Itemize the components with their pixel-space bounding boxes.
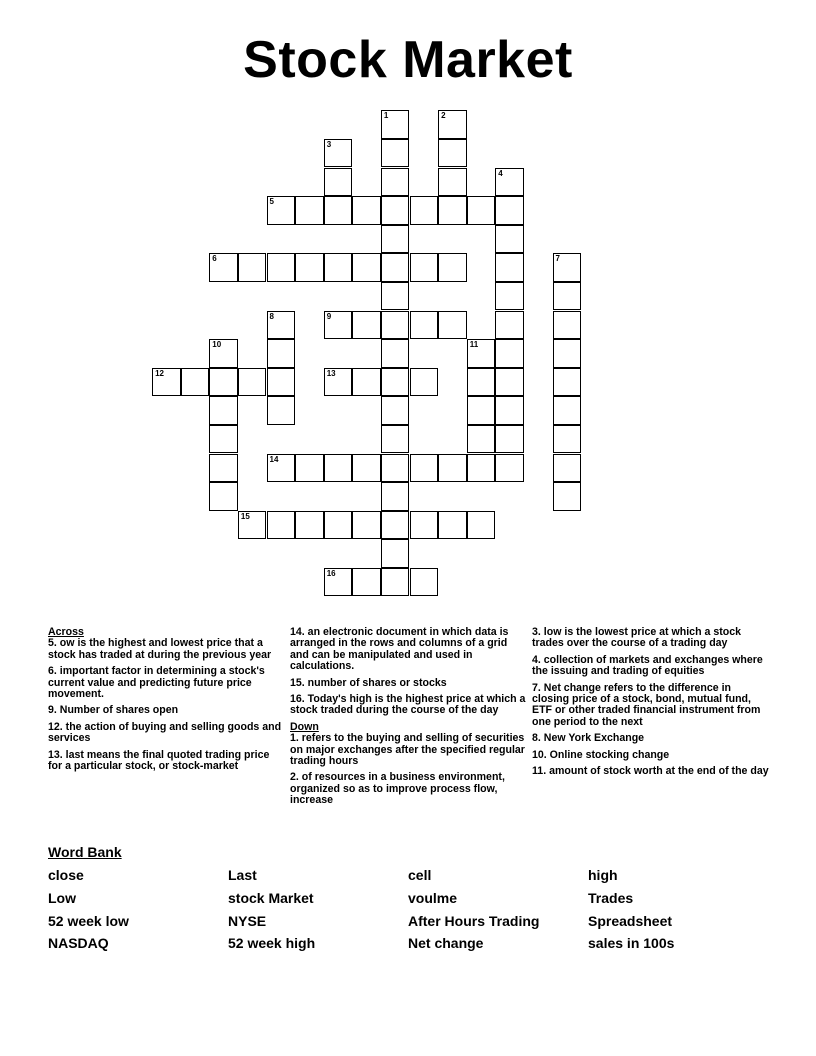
clue-item-number: 2. — [290, 771, 299, 784]
grid-cell[interactable] — [381, 539, 410, 568]
clue-item-text: New York Exchange — [540, 732, 645, 745]
grid-cell[interactable] — [553, 425, 582, 454]
grid-cell[interactable] — [381, 511, 410, 540]
grid-cell[interactable] — [438, 454, 467, 483]
grid-cell[interactable] — [324, 368, 353, 397]
clue-item-number: 6. — [48, 665, 57, 678]
grid-cell[interactable] — [410, 253, 439, 282]
grid-cell[interactable] — [209, 396, 238, 425]
clue-number: 16 — [326, 568, 336, 578]
grid-cell[interactable] — [295, 196, 324, 225]
grid-cell[interactable] — [438, 139, 467, 168]
grid-cell[interactable] — [467, 196, 496, 225]
word-bank-item: sales in 100s — [588, 935, 675, 952]
grid-cell[interactable] — [495, 311, 524, 340]
grid-cell[interactable] — [209, 368, 238, 397]
clue-item-text: number of shares or stocks — [304, 676, 447, 689]
grid-cell[interactable] — [381, 282, 410, 311]
grid-cell[interactable] — [352, 253, 381, 282]
clue-number: 6 — [212, 254, 217, 264]
clue-number: 14 — [269, 454, 279, 464]
clue-item — [290, 694, 526, 717]
clue-number: 12 — [155, 368, 164, 378]
word-bank-item: 52 week high — [228, 935, 316, 952]
clue-item — [48, 638, 284, 661]
grid-cell[interactable] — [467, 511, 496, 540]
clue-number: 10 — [212, 340, 222, 350]
clue-item-number: 10. — [532, 748, 547, 761]
clue-item-text: amount of stock worth at the end of the day — [546, 765, 769, 778]
grid-cell[interactable] — [381, 168, 410, 197]
word-bank-item: Low — [48, 889, 76, 906]
clue-item-text: collection of markets and exchanges where the issuing and trading of equities — [532, 653, 763, 678]
clue-item — [532, 655, 770, 678]
grid-cell[interactable] — [410, 368, 439, 397]
grid-cell[interactable] — [324, 568, 353, 597]
grid-cell[interactable] — [410, 568, 439, 597]
grid-cell[interactable] — [495, 282, 524, 311]
grid-cell[interactable] — [295, 253, 324, 282]
word-bank-item: Trades — [588, 889, 634, 906]
grid-cell[interactable] — [267, 196, 296, 225]
grid-cell[interactable] — [438, 253, 467, 282]
grid-cell[interactable] — [410, 196, 439, 225]
clues-column-2 — [290, 627, 526, 812]
clue-item-text: Number of shares open — [56, 704, 179, 717]
grid-cell[interactable] — [410, 311, 439, 340]
clue-number: 3 — [326, 139, 332, 149]
grid-cell[interactable] — [352, 196, 381, 225]
grid-cell[interactable] — [381, 396, 410, 425]
clue-item — [48, 705, 284, 716]
clue-item-text: the action of buying and selling goods and services — [48, 720, 282, 745]
clue-number: 11 — [469, 340, 479, 350]
clue-item-number: 15. — [290, 676, 305, 689]
grid-cell[interactable] — [324, 454, 353, 483]
grid-cell[interactable] — [238, 368, 267, 397]
grid-cell[interactable] — [267, 339, 296, 368]
clue-item — [290, 733, 526, 767]
grid-cell[interactable] — [381, 225, 410, 254]
grid-cell[interactable] — [324, 511, 353, 540]
clue-number: 8 — [269, 311, 274, 321]
grid-cell[interactable] — [324, 139, 353, 168]
clue-item — [48, 666, 284, 700]
grid-cell[interactable] — [352, 454, 381, 483]
clue-item-text: of resources in a business environment, organized so as to improve process flow, increase — [290, 771, 505, 807]
clue-item-text: an electronic document in which data is arranged in the rows and columns of a grid and can be manipulated and used in calculations. — [290, 626, 509, 673]
clue-item-number: 9. — [48, 704, 57, 717]
clue-item-number: 3. — [532, 626, 541, 638]
grid-cell[interactable] — [209, 253, 238, 282]
grid-cell[interactable] — [553, 311, 582, 340]
grid-cell[interactable] — [267, 396, 296, 425]
grid-cell[interactable] — [495, 368, 524, 397]
grid-cell[interactable] — [495, 225, 524, 254]
clue-item — [48, 722, 284, 745]
grid-cell[interactable] — [467, 454, 496, 483]
grid-cell[interactable] — [381, 253, 410, 282]
grid-cell[interactable] — [553, 396, 582, 425]
word-bank-item: 52 week low — [48, 912, 129, 929]
grid-cell[interactable] — [381, 425, 410, 454]
grid-cell[interactable] — [238, 511, 267, 540]
clue-item — [532, 683, 770, 729]
clue-item-number: 14. — [290, 626, 305, 638]
clue-number: 1 — [383, 111, 389, 121]
grid-cell[interactable] — [324, 253, 353, 282]
grid-cell[interactable] — [553, 454, 582, 483]
clues-column-3 — [532, 627, 770, 782]
grid-cell[interactable] — [467, 425, 496, 454]
word-bank-item: voulme — [408, 889, 458, 906]
across-heading: Across — [48, 626, 84, 638]
grid-cell[interactable] — [438, 196, 467, 225]
grid-cell[interactable] — [352, 511, 381, 540]
clue-number: 5 — [269, 197, 274, 207]
word-bank-item: NASDAQ — [48, 935, 109, 952]
grid-cell[interactable] — [553, 368, 582, 397]
down-heading: Down — [290, 720, 319, 733]
clue-item-number: 7. — [532, 681, 541, 694]
grid-cell[interactable] — [209, 425, 238, 454]
grid-cell[interactable] — [181, 368, 210, 397]
word-bank-item: Net change — [408, 935, 484, 952]
clue-item-text: low is the lowest price at which a stock trades over the course of a trading day — [532, 626, 742, 650]
grid-cell[interactable] — [295, 511, 324, 540]
grid-cell[interactable] — [324, 196, 353, 225]
word-bank-item: Spreadsheet — [588, 912, 673, 929]
grid-cell[interactable] — [381, 110, 410, 139]
grid-cell[interactable] — [267, 454, 296, 483]
clue-item — [532, 750, 770, 761]
grid-cell[interactable] — [553, 253, 582, 282]
clue-item-text: ow is the highest and lowest price that a stock has traded at during the previous year — [48, 637, 272, 661]
grid-cell[interactable] — [209, 339, 238, 368]
clue-number: 2 — [441, 111, 446, 121]
clue-item-number: 16. — [290, 693, 305, 706]
clue-item-number: 12. — [48, 720, 63, 733]
grid-cell[interactable] — [352, 568, 381, 597]
grid-cell[interactable] — [410, 511, 439, 540]
clue-item-text: Online stocking change — [546, 748, 670, 761]
grid-cell[interactable] — [352, 368, 381, 397]
grid-cell[interactable] — [209, 482, 238, 511]
grid-cell[interactable] — [324, 311, 353, 340]
grid-cell[interactable] — [495, 168, 524, 197]
clue-item — [48, 750, 284, 773]
grid-cell[interactable] — [324, 168, 353, 197]
grid-cell[interactable] — [495, 339, 524, 368]
grid-cell[interactable] — [553, 339, 582, 368]
clue-item — [532, 766, 770, 777]
word-bank-title: Word Bank — [48, 844, 122, 860]
grid-cell[interactable] — [381, 482, 410, 511]
grid-cell[interactable] — [295, 454, 324, 483]
grid-cell[interactable] — [438, 511, 467, 540]
grid-cell[interactable] — [438, 311, 467, 340]
clue-number: 7 — [555, 254, 560, 264]
clue-number: 13 — [326, 368, 336, 378]
clue-item-number: 5. — [48, 637, 57, 650]
word-bank-item: close — [48, 867, 84, 883]
clue-item-text: refers to the buying and selling of securities on major exchanges after the specified regular trading hours — [290, 732, 525, 768]
clue-item-text: Today's high is the highest price at which a stock traded during the course of the day — [290, 693, 526, 717]
grid-cell[interactable] — [381, 568, 410, 597]
word-bank-item: NYSE — [228, 912, 267, 929]
grid-cell[interactable] — [267, 311, 296, 340]
word-bank-item: stock Market — [228, 889, 314, 906]
grid-cell[interactable] — [438, 168, 467, 197]
grid-cell[interactable] — [495, 253, 524, 282]
clue-item-number: 13. — [48, 748, 63, 761]
grid-cell[interactable] — [381, 368, 410, 397]
grid-cell[interactable] — [438, 110, 467, 139]
grid-cell[interactable] — [267, 511, 296, 540]
clue-number: 9 — [326, 311, 332, 321]
grid-cell[interactable] — [467, 396, 496, 425]
grid-cell[interactable] — [495, 425, 524, 454]
grid-cell[interactable] — [209, 454, 238, 483]
clue-item-number: 1. — [290, 732, 299, 745]
word-bank-item: high — [588, 867, 618, 883]
word-bank-item: cell — [408, 867, 432, 883]
grid-cell[interactable] — [352, 311, 381, 340]
grid-cell[interactable] — [495, 396, 524, 425]
clue-item-number: 4. — [532, 653, 541, 666]
grid-cell[interactable] — [267, 253, 296, 282]
clue-item-text: important factor in determining a stock's current value and predicting future price movement. — [48, 665, 265, 701]
grid-cell[interactable] — [467, 339, 496, 368]
grid-cell[interactable] — [467, 368, 496, 397]
clue-number: 4 — [498, 168, 503, 178]
grid-cell[interactable] — [495, 454, 524, 483]
grid-cell[interactable] — [381, 339, 410, 368]
clue-item-number: 11. — [532, 765, 547, 778]
clue-item-text: Net change refers to the difference in closing price of a stock, bond, mutual fund, ETF or other traded financial instrument from one period to the next — [532, 681, 761, 728]
clue-item — [290, 772, 526, 806]
grid-cell[interactable] — [267, 368, 296, 397]
clue-item — [290, 627, 526, 673]
word-bank-item: After Hours Trading — [408, 912, 540, 929]
grid-cell[interactable] — [381, 196, 410, 225]
grid-cell[interactable] — [553, 482, 582, 511]
grid-cell[interactable] — [152, 368, 181, 397]
grid-cell[interactable] — [238, 253, 267, 282]
grid-cell[interactable] — [381, 139, 410, 168]
grid-cell[interactable] — [410, 454, 439, 483]
page-title: Stock Market — [243, 31, 573, 89]
word-bank-item: Last — [228, 867, 257, 883]
clue-item-text: last means the final quoted trading price for a particular stock, or stock-market — [48, 748, 270, 773]
grid-cell[interactable] — [381, 454, 410, 483]
grid-cell[interactable] — [495, 196, 524, 225]
clue-item — [532, 733, 770, 744]
clue-item — [532, 627, 770, 650]
clue-number: 15 — [240, 511, 250, 521]
clues-column-1 — [48, 627, 284, 777]
grid-cell[interactable] — [553, 282, 582, 311]
clue-item-number: 8. — [532, 732, 541, 745]
grid-cell[interactable] — [381, 311, 410, 340]
clue-item — [290, 678, 526, 689]
